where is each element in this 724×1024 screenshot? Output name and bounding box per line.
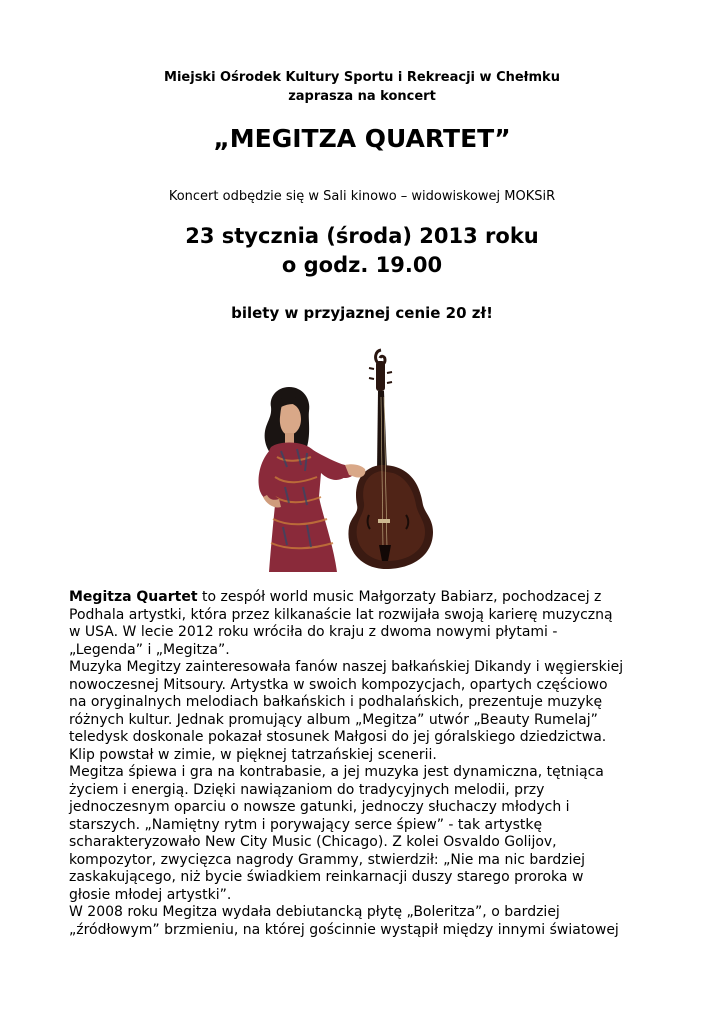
article-line-1-text: to zespół world music Małgorzaty Babiarz, pochodzacej z [197, 589, 602, 605]
article-line: Klip powstał w zimie, w pięknej tatrzańskiej scenerii. [69, 746, 437, 763]
concert-date: 23 stycznia (środa) 2013 roku [185, 224, 539, 248]
article-line: zaskakującego, niż bycie świadkiem reinkarnacji duszy starego proroka w [69, 869, 584, 885]
article-line: w USA. W lecie 2012 roku wróciła do kraju z dwoma nowymi płytami - [69, 624, 558, 640]
article-line: „źródłowym” brzmieniu, na której gościnnie wystąpił między innymi światowej [69, 921, 619, 938]
article-line: „Legenda” i „Megitza”. [69, 641, 230, 658]
article-line: głosie młodej artystki”. [69, 886, 232, 903]
article-line: teledysk doskonale pokazał stosunek Małgosi do jej góralskiego dziedzictwa. [69, 729, 607, 745]
artist-figure [259, 387, 366, 572]
article-line-1 [69, 589, 669, 607]
concert-title: „MEGITZA QUARTET” [213, 124, 511, 153]
article-line: na oryginalnych melodiach bałkańskich i podhalańskich, prezentuje muzykę [69, 694, 603, 710]
article-line: scharakteryzowało New City Music (Chicago). Z kolei Osvaldo Golijov, [69, 834, 557, 850]
article-line: Podhala artystki, która przez kilkanaście lat rozwijała swoją karierę muzyczną [69, 606, 613, 623]
article-line: życiem i energią. Dzięki nawiązaniom do tradycyjnych melodii, przy [69, 781, 545, 798]
article-line: Muzyka Megitzy zainteresowała fanów naszej bałkańskiej Dikandy i węgierskiej [69, 659, 624, 675]
article-line: kompozytor, zwycięzca nagrody Grammy, stwierdził: „Nie ma nic bardziej [69, 851, 585, 868]
article-line: W 2008 roku Megitza wydała debiutancką płytę „Boleritza”, o bardziej [69, 904, 560, 920]
article-line: Megitza śpiewa i gra na kontrabasie, a jej muzyka jest dynamiczna, tętniąca [69, 764, 604, 780]
artist-photo-illustration [241, 347, 476, 572]
double-bass [348, 350, 433, 569]
concert-time: o godz. 19.00 [281, 253, 443, 277]
organizer-block [0, 68, 724, 106]
article-body [69, 589, 669, 939]
organizer-name: Miejski Ośrodek Kultury Sportu i Rekreacji w Chełmku [164, 70, 560, 85]
venue-line: Koncert odbędzie się w Sali kinowo – widowiskowej MOKSiR [168, 189, 556, 204]
article-line: nowoczesnej Mitsoury. Artystka w swoich kompozycjach, opartych częściowo [69, 676, 608, 693]
article-line: starszych. „Namiętny rytm i porywający serce śpiew” - tak artystkę [69, 816, 543, 833]
artist-photo [241, 347, 476, 572]
invitation-line: zaprasza na koncert [288, 89, 436, 104]
ticket-price: bilety w przyjaznej cenie 20 zł! [231, 304, 493, 322]
date-block [0, 222, 724, 280]
article-line: jednoczesnym oparciu o nowsze gatunki, jednoczy słuchaczy młodych i [69, 799, 570, 815]
band-name-lead: Megitza Quartet [69, 589, 198, 605]
article-line: różnych kultur. Jednak promujący album „Megitza” utwór „Beauty Rumelaj” [69, 711, 598, 728]
